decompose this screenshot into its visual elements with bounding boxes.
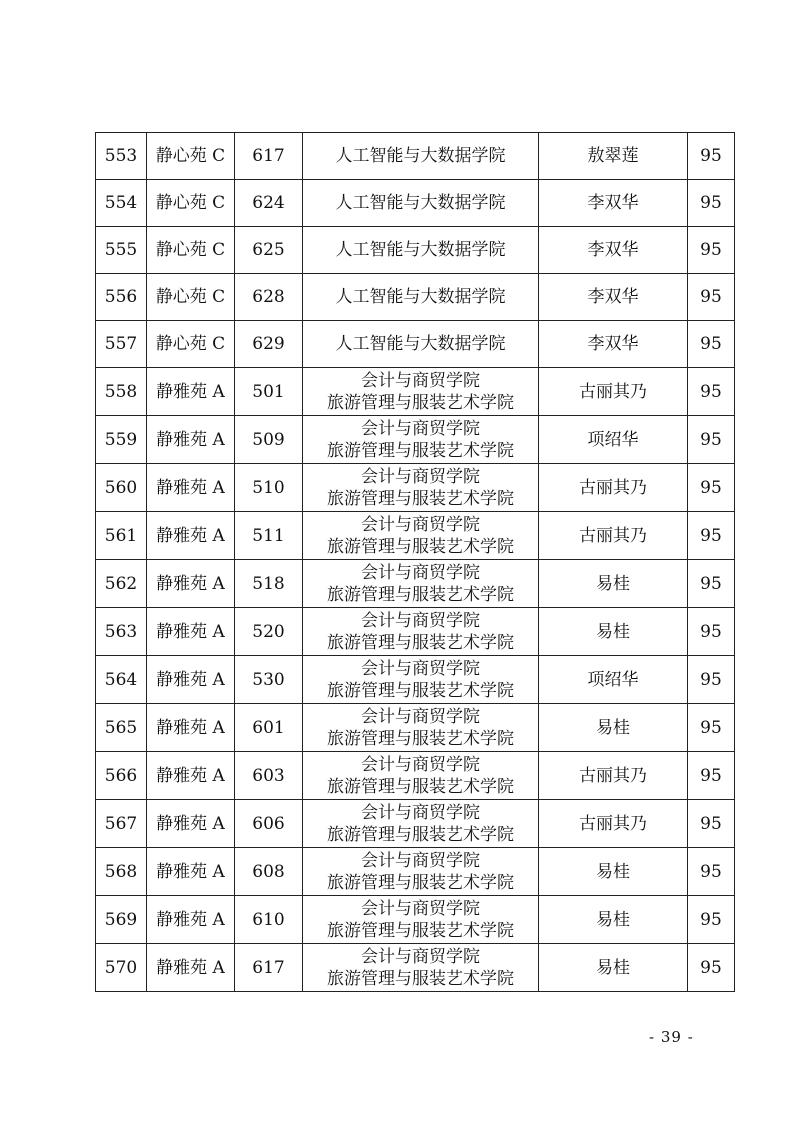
staff-name-cell: 古丽其乃 bbox=[539, 800, 688, 848]
building-cell: 静雅苑 A bbox=[147, 752, 235, 800]
score-cell: 95 bbox=[688, 321, 735, 368]
score-cell: 95 bbox=[688, 848, 735, 896]
page-number: - 39 - bbox=[649, 1028, 694, 1046]
table-row bbox=[96, 800, 735, 848]
college-line: 会计与商贸学院 bbox=[361, 466, 480, 487]
college-line: 人工智能与大数据学院 bbox=[335, 193, 506, 213]
score-cell: 95 bbox=[688, 944, 735, 992]
college-line: 旅游管理与服装艺术学院 bbox=[327, 872, 514, 893]
room-cell: 509 bbox=[235, 416, 303, 464]
building-cell: 静雅苑 A bbox=[147, 944, 235, 992]
college-cell bbox=[303, 512, 539, 560]
row-number-cell: 560 bbox=[96, 464, 147, 512]
table-row bbox=[96, 416, 735, 464]
score-cell: 95 bbox=[688, 180, 735, 227]
college-line: 旅游管理与服装艺术学院 bbox=[327, 488, 514, 509]
building-cell: 静心苑 C bbox=[147, 227, 235, 274]
building-cell: 静心苑 C bbox=[147, 133, 235, 180]
score-cell: 95 bbox=[688, 416, 735, 464]
row-number-cell: 557 bbox=[96, 321, 147, 368]
score-cell: 95 bbox=[688, 512, 735, 560]
college-line: 人工智能与大数据学院 bbox=[335, 287, 506, 307]
score-cell: 95 bbox=[688, 227, 735, 274]
table-row bbox=[96, 896, 735, 944]
college-line: 旅游管理与服装艺术学院 bbox=[327, 632, 514, 653]
row-number-cell: 570 bbox=[96, 944, 147, 992]
table-row bbox=[96, 227, 735, 274]
college-line: 人工智能与大数据学院 bbox=[335, 334, 506, 354]
room-cell: 624 bbox=[235, 180, 303, 227]
score-cell: 95 bbox=[688, 896, 735, 944]
college-cell bbox=[303, 704, 539, 752]
college-line: 会计与商贸学院 bbox=[361, 898, 480, 919]
row-number-cell: 566 bbox=[96, 752, 147, 800]
building-cell: 静雅苑 A bbox=[147, 608, 235, 656]
score-cell: 95 bbox=[688, 800, 735, 848]
staff-name-cell: 李双华 bbox=[539, 321, 688, 368]
staff-name-cell: 易桂 bbox=[539, 944, 688, 992]
college-line: 会计与商贸学院 bbox=[361, 946, 480, 967]
score-cell: 95 bbox=[688, 274, 735, 321]
row-number-cell: 559 bbox=[96, 416, 147, 464]
room-cell: 518 bbox=[235, 560, 303, 608]
room-cell: 510 bbox=[235, 464, 303, 512]
table-row bbox=[96, 704, 735, 752]
table-body bbox=[96, 133, 735, 992]
staff-name-cell: 易桂 bbox=[539, 848, 688, 896]
college-line: 会计与商贸学院 bbox=[361, 754, 480, 775]
row-number-cell: 555 bbox=[96, 227, 147, 274]
college-cell bbox=[303, 464, 539, 512]
table-row bbox=[96, 274, 735, 321]
college-cell bbox=[303, 133, 539, 180]
score-cell: 95 bbox=[688, 560, 735, 608]
staff-name-cell: 古丽其乃 bbox=[539, 512, 688, 560]
row-number-cell: 562 bbox=[96, 560, 147, 608]
college-cell bbox=[303, 227, 539, 274]
table-row bbox=[96, 656, 735, 704]
building-cell: 静雅苑 A bbox=[147, 848, 235, 896]
table-row bbox=[96, 608, 735, 656]
staff-name-cell: 易桂 bbox=[539, 896, 688, 944]
building-cell: 静心苑 C bbox=[147, 274, 235, 321]
college-cell bbox=[303, 608, 539, 656]
staff-name-cell: 李双华 bbox=[539, 180, 688, 227]
table-row bbox=[96, 944, 735, 992]
college-line: 会计与商贸学院 bbox=[361, 802, 480, 823]
college-line: 会计与商贸学院 bbox=[361, 706, 480, 727]
college-cell bbox=[303, 896, 539, 944]
room-cell: 501 bbox=[235, 368, 303, 416]
building-cell: 静心苑 C bbox=[147, 180, 235, 227]
table-row bbox=[96, 180, 735, 227]
row-number-cell: 569 bbox=[96, 896, 147, 944]
row-number-cell: 568 bbox=[96, 848, 147, 896]
college-cell bbox=[303, 560, 539, 608]
college-cell bbox=[303, 656, 539, 704]
building-cell: 静雅苑 A bbox=[147, 800, 235, 848]
room-cell: 617 bbox=[235, 944, 303, 992]
row-number-cell: 561 bbox=[96, 512, 147, 560]
room-cell: 628 bbox=[235, 274, 303, 321]
college-line: 会计与商贸学院 bbox=[361, 418, 480, 439]
college-line: 旅游管理与服装艺术学院 bbox=[327, 824, 514, 845]
row-number-cell: 556 bbox=[96, 274, 147, 321]
staff-name-cell: 项绍华 bbox=[539, 416, 688, 464]
room-cell: 610 bbox=[235, 896, 303, 944]
staff-name-cell: 易桂 bbox=[539, 704, 688, 752]
college-line: 旅游管理与服装艺术学院 bbox=[327, 728, 514, 749]
college-line: 会计与商贸学院 bbox=[361, 514, 480, 535]
college-cell bbox=[303, 274, 539, 321]
building-cell: 静雅苑 A bbox=[147, 560, 235, 608]
room-cell: 629 bbox=[235, 321, 303, 368]
college-line: 旅游管理与服装艺术学院 bbox=[327, 440, 514, 461]
college-cell bbox=[303, 180, 539, 227]
college-cell bbox=[303, 848, 539, 896]
staff-name-cell: 易桂 bbox=[539, 560, 688, 608]
dormitory-table bbox=[95, 132, 735, 992]
college-cell bbox=[303, 944, 539, 992]
row-number-cell: 567 bbox=[96, 800, 147, 848]
staff-name-cell: 古丽其乃 bbox=[539, 368, 688, 416]
score-cell: 95 bbox=[688, 752, 735, 800]
college-cell bbox=[303, 368, 539, 416]
building-cell: 静雅苑 A bbox=[147, 368, 235, 416]
table-row bbox=[96, 752, 735, 800]
row-number-cell: 558 bbox=[96, 368, 147, 416]
score-cell: 95 bbox=[688, 656, 735, 704]
college-line: 旅游管理与服装艺术学院 bbox=[327, 392, 514, 413]
room-cell: 511 bbox=[235, 512, 303, 560]
college-line: 旅游管理与服装艺术学院 bbox=[327, 536, 514, 557]
college-cell bbox=[303, 416, 539, 464]
table-row bbox=[96, 133, 735, 180]
score-cell: 95 bbox=[688, 608, 735, 656]
college-line: 旅游管理与服装艺术学院 bbox=[327, 920, 514, 941]
row-number-cell: 565 bbox=[96, 704, 147, 752]
room-cell: 601 bbox=[235, 704, 303, 752]
college-line: 旅游管理与服装艺术学院 bbox=[327, 968, 514, 989]
staff-name-cell: 古丽其乃 bbox=[539, 752, 688, 800]
score-cell: 95 bbox=[688, 368, 735, 416]
staff-name-cell: 李双华 bbox=[539, 274, 688, 321]
room-cell: 530 bbox=[235, 656, 303, 704]
college-line: 旅游管理与服装艺术学院 bbox=[327, 776, 514, 797]
college-line: 会计与商贸学院 bbox=[361, 850, 480, 871]
staff-name-cell: 项绍华 bbox=[539, 656, 688, 704]
row-number-cell: 563 bbox=[96, 608, 147, 656]
room-cell: 608 bbox=[235, 848, 303, 896]
college-line: 旅游管理与服装艺术学院 bbox=[327, 680, 514, 701]
table-row bbox=[96, 560, 735, 608]
college-cell bbox=[303, 800, 539, 848]
college-line: 会计与商贸学院 bbox=[361, 610, 480, 631]
room-cell: 603 bbox=[235, 752, 303, 800]
college-line: 人工智能与大数据学院 bbox=[335, 240, 506, 260]
college-cell bbox=[303, 752, 539, 800]
row-number-cell: 553 bbox=[96, 133, 147, 180]
row-number-cell: 564 bbox=[96, 656, 147, 704]
building-cell: 静雅苑 A bbox=[147, 464, 235, 512]
row-number-cell: 554 bbox=[96, 180, 147, 227]
college-line: 旅游管理与服装艺术学院 bbox=[327, 584, 514, 605]
building-cell: 静雅苑 A bbox=[147, 896, 235, 944]
building-cell: 静雅苑 A bbox=[147, 512, 235, 560]
score-cell: 95 bbox=[688, 133, 735, 180]
score-cell: 95 bbox=[688, 704, 735, 752]
room-cell: 617 bbox=[235, 133, 303, 180]
table-row bbox=[96, 512, 735, 560]
score-cell: 95 bbox=[688, 464, 735, 512]
staff-name-cell: 李双华 bbox=[539, 227, 688, 274]
staff-name-cell: 古丽其乃 bbox=[539, 464, 688, 512]
college-line: 会计与商贸学院 bbox=[361, 658, 480, 679]
table-row bbox=[96, 848, 735, 896]
staff-name-cell: 敖翠莲 bbox=[539, 133, 688, 180]
building-cell: 静雅苑 A bbox=[147, 416, 235, 464]
table-row bbox=[96, 368, 735, 416]
table-row bbox=[96, 321, 735, 368]
building-cell: 静心苑 C bbox=[147, 321, 235, 368]
building-cell: 静雅苑 A bbox=[147, 656, 235, 704]
staff-name-cell: 易桂 bbox=[539, 608, 688, 656]
room-cell: 625 bbox=[235, 227, 303, 274]
room-cell: 520 bbox=[235, 608, 303, 656]
college-line: 会计与商贸学院 bbox=[361, 370, 480, 391]
college-line: 人工智能与大数据学院 bbox=[335, 146, 506, 166]
room-cell: 606 bbox=[235, 800, 303, 848]
college-cell bbox=[303, 321, 539, 368]
building-cell: 静雅苑 A bbox=[147, 704, 235, 752]
college-line: 会计与商贸学院 bbox=[361, 562, 480, 583]
table-row bbox=[96, 464, 735, 512]
